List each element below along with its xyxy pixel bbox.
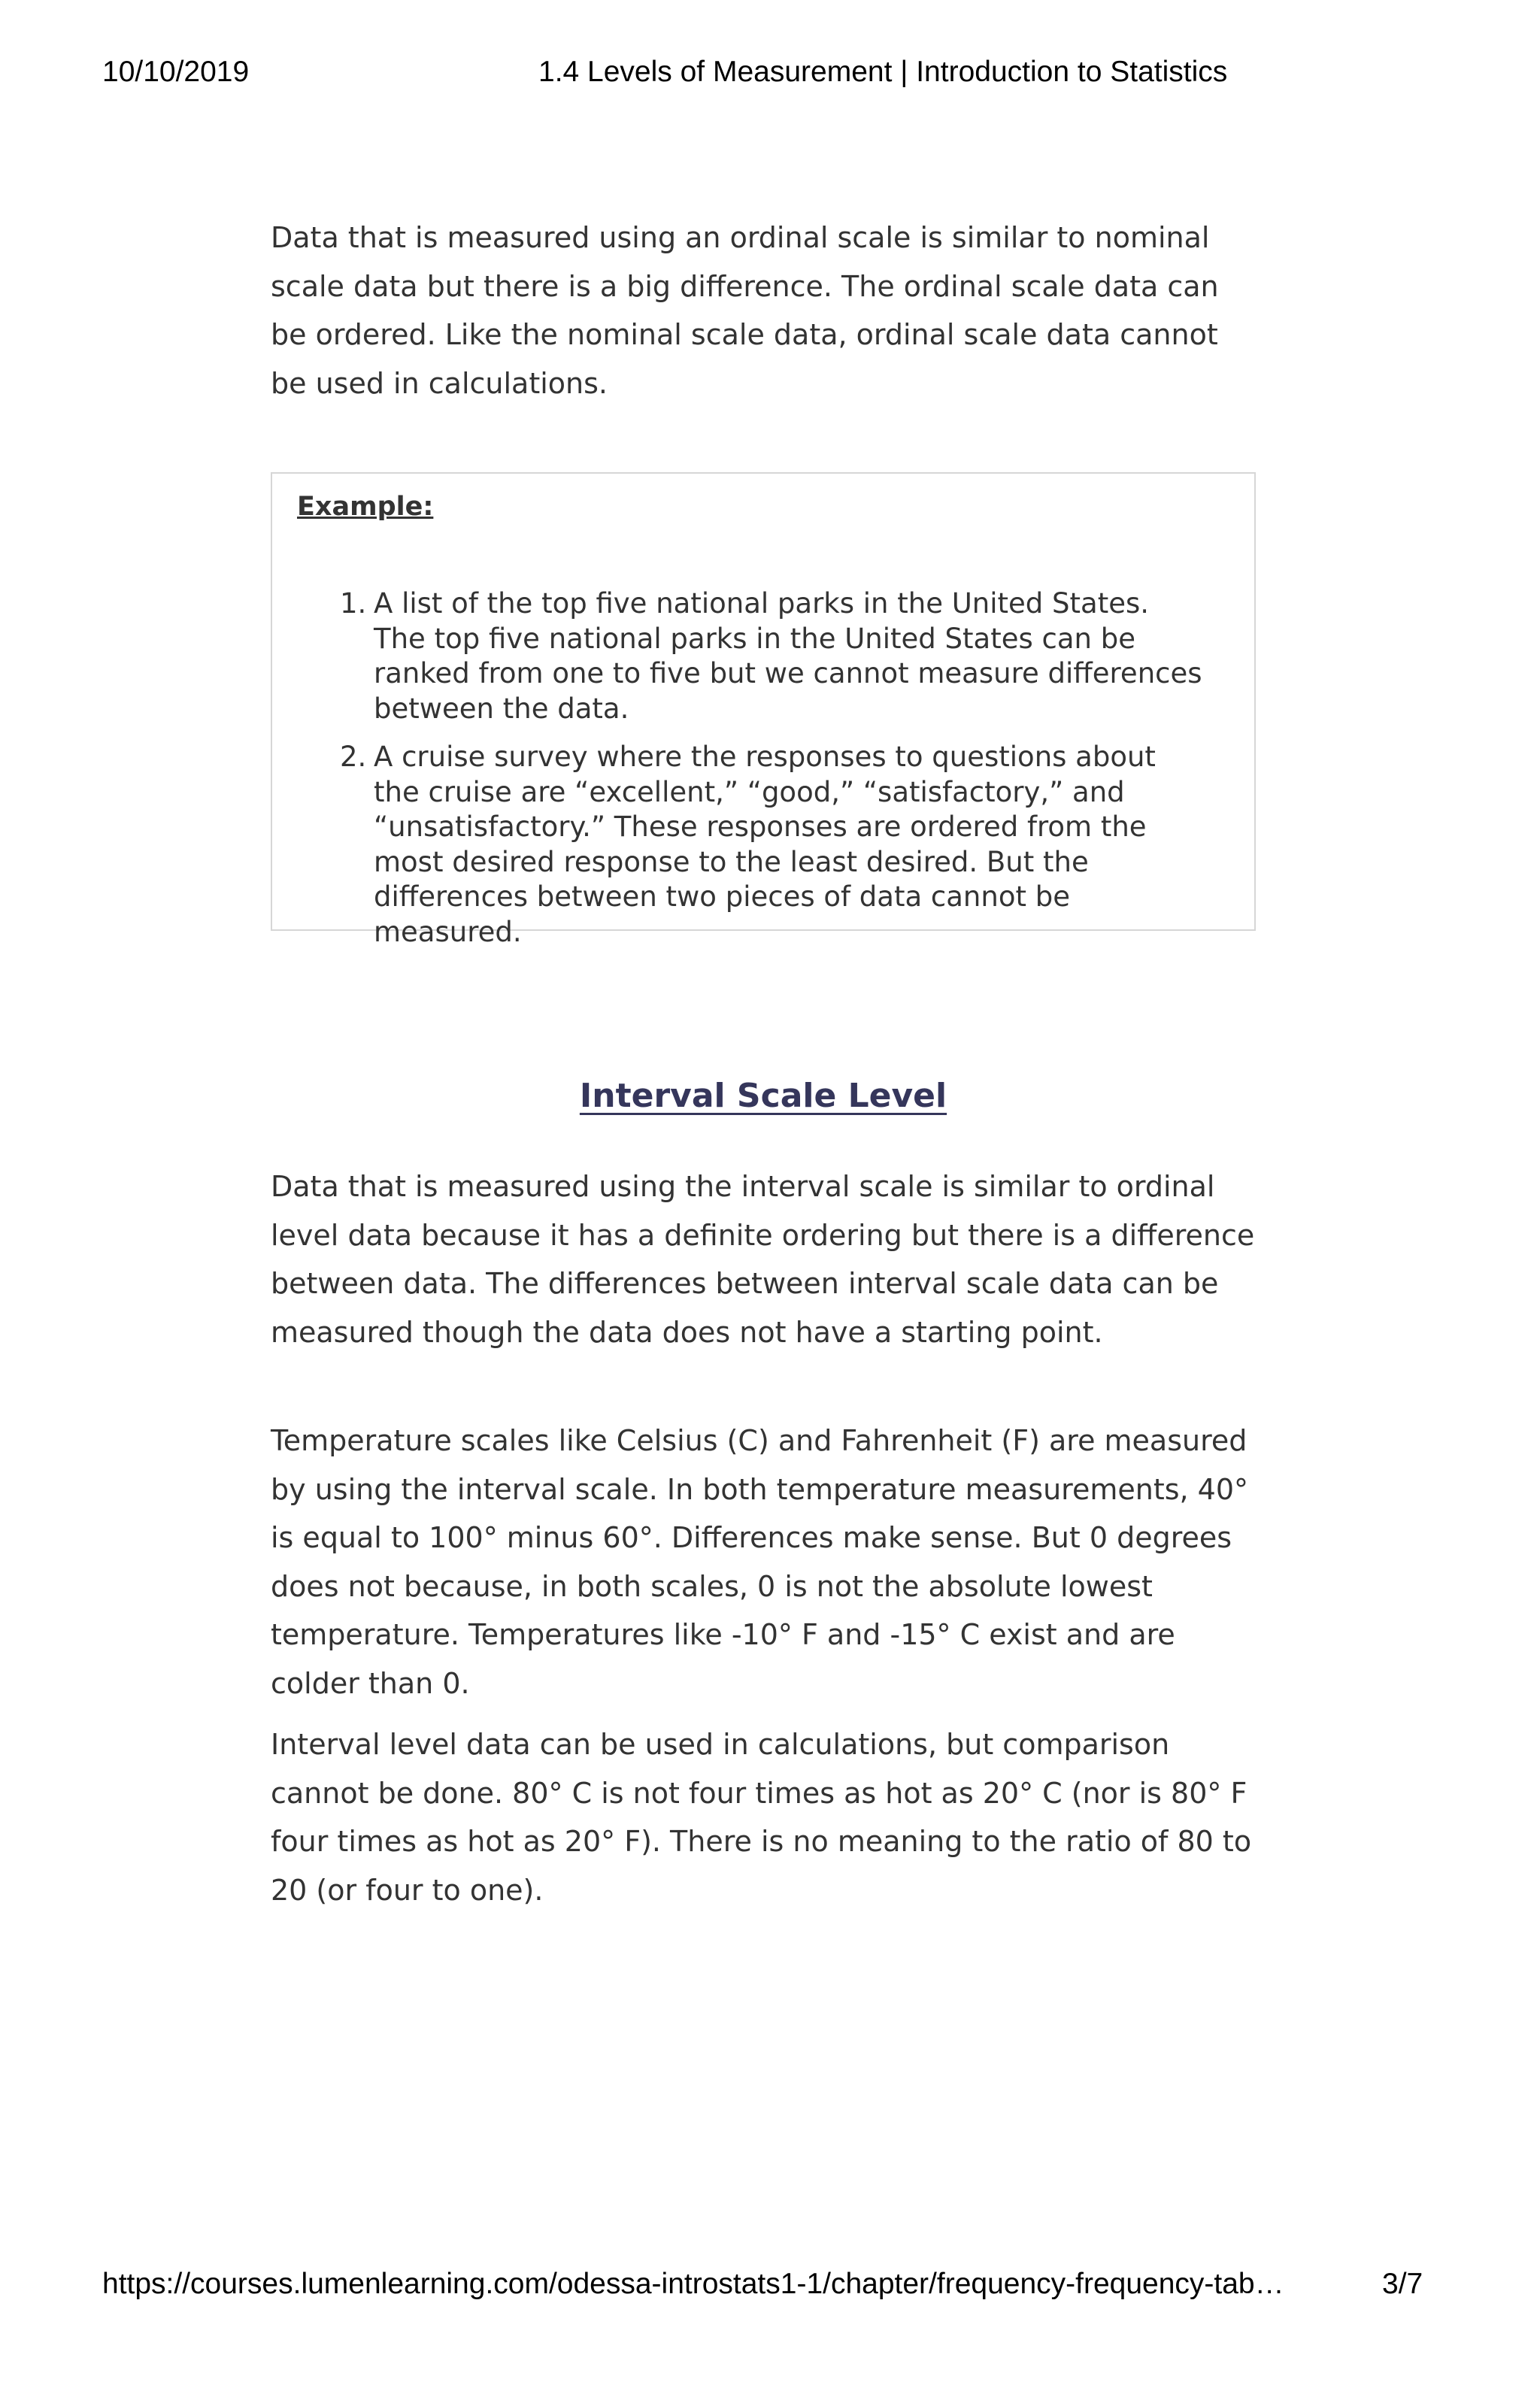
example-list — [272, 586, 1205, 963]
list-item-text: A cruise survey where the responses to questions about the cruise are “excellent,” “good,” “satisfactory,” and “unsatisfactory.” These responses are ordered from the most desired response to the least desired. But the differences between two pieces of data cannot be measured. — [374, 741, 1156, 948]
intro-paragraph: Data that is measured using an ordinal scale is similar to nominal scale data but there is a big difference. The ordinal scale data can be ordered. Like the nominal scale data, ordinal scale data cannot be used in calculations. — [271, 221, 1219, 400]
example-box — [271, 472, 1256, 948]
interval-paragraph-1: Data that is measured using the interval scale is similar to ordinal level data because it has a definite ordering but there is a difference between data. The differences between interval scale data can be measured though the data does not have a starting point. — [271, 1170, 1255, 1349]
section-heading-interval: Interval Scale Level — [579, 1077, 947, 1115]
list-item-number: 2. — [340, 741, 367, 773]
interval-paragraph-2: Temperature scales like Celsius (C) and Fahrenheit (F) are measured by using the interval scale. In both temperature measurements, 40° is equal to 100° minus 60°. Differences make sense. But 0 degrees does not because, in both scales, 0 is not the absolute lowest temperature. Temperatures like -10° F and -15° C exist and are colder than 0. — [271, 1424, 1249, 1700]
print-date: 10/10/2019 — [102, 56, 250, 88]
list-item — [272, 740, 1205, 950]
interval-paragraph-3: Interval level data can be used in calculations, but comparison cannot be done. 80° C is not four times as hot as 20° C (nor is 80° F four times as hot as 20° F). There is no meaning to the ratio of 80 to 20 (or four to one). — [271, 1728, 1252, 1907]
list-item-number: 1. — [340, 587, 367, 620]
example-label: Example: — [297, 492, 434, 522]
list-item-text: A list of the top five national parks in the United States. The top five national parks in the United States can be ranked from one to five but we cannot measure differences between the data. — [374, 587, 1202, 725]
page-number: 3/7 — [1382, 2268, 1423, 2300]
list-item — [272, 586, 1205, 726]
source-url: https://courses.lumenlearning.com/odessa-introstats1-1/chapter/frequency-frequency-tab… — [102, 2268, 1284, 2300]
print-header — [102, 56, 1438, 98]
page-title: 1.4 Levels of Measurement | Introduction to Statistics — [538, 56, 1228, 88]
main-content — [271, 214, 1256, 1907]
